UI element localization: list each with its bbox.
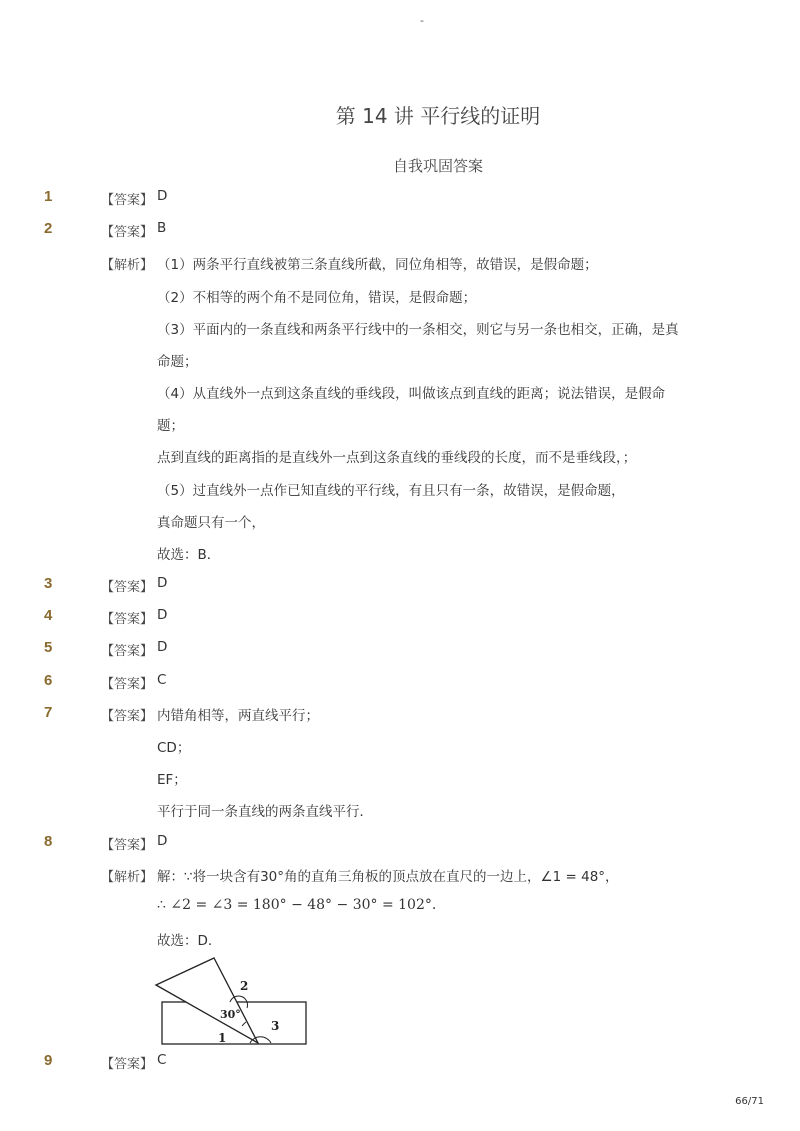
answer-value: 内错角相等，两直线平行； xyxy=(157,708,319,724)
answer-label: 【答案】 xyxy=(101,225,154,240)
answer-value: D xyxy=(157,833,168,849)
answer-label: 【答案】 xyxy=(101,838,154,853)
answer-line: CD； xyxy=(157,740,191,756)
analysis-line: （3）平面内的一条直线和两条平行线中的一条相交，则它与另一条也相交，正确，是真 xyxy=(157,322,679,338)
figure-label-2: 2 xyxy=(240,979,249,993)
answer-value: D xyxy=(157,575,168,591)
analysis-line: （4）从直线外一点到这条直线的垂线段，叫做该点到直线的距离；说法错误，是假命 xyxy=(157,386,666,402)
answer-label: 【答案】 xyxy=(101,644,154,659)
top-mark: - xyxy=(420,14,424,27)
analysis-line: 题； xyxy=(157,418,184,434)
question-number: 6 xyxy=(44,672,53,689)
answer-line: EF； xyxy=(157,772,187,788)
analysis-label: 【解析】 xyxy=(101,870,154,885)
answer-value: C xyxy=(157,672,167,688)
question-number: 9 xyxy=(44,1052,53,1069)
answer-value: D xyxy=(157,639,168,655)
analysis-line: 故选：B． xyxy=(157,547,221,563)
question-number: 7 xyxy=(44,704,53,721)
answer-label: 【答案】 xyxy=(101,612,154,627)
figure-label-30: 30° xyxy=(220,1008,241,1021)
answer-label: 【答案】 xyxy=(101,193,154,208)
question-number: 3 xyxy=(44,575,53,592)
question-number: 4 xyxy=(44,607,53,624)
question-number: 1 xyxy=(44,188,53,205)
analysis-line: 真命题只有一个， xyxy=(157,515,265,531)
analysis-line: 故选：D． xyxy=(157,933,222,949)
answer-label: 【答案】 xyxy=(101,709,154,724)
analysis-formula: ∴ ∠2 = ∠3 = 180° − 48° − 30° = 102°. xyxy=(157,897,437,913)
analysis-line: 点到直线的距离指的是直线外一点到这条直线的垂线段的长度，而不是垂线段，； xyxy=(157,450,637,466)
analysis-line: （2）不相等的两个角不是同位角，错误，是假命题； xyxy=(157,290,477,306)
analysis-label: 【解析】 xyxy=(101,258,154,273)
figure-label-1: 1 xyxy=(218,1031,227,1045)
question-number: 8 xyxy=(44,833,53,850)
question-number: 2 xyxy=(44,220,53,237)
analysis-line: （1）两条平行直线被第三条直线所截，同位角相等，故错误，是假命题； xyxy=(157,257,598,273)
answer-label: 【答案】 xyxy=(101,677,154,692)
answer-label: 【答案】 xyxy=(101,1057,154,1072)
analysis-line: （5）过直线外一点作已知直线的平行线，有且只有一条，故错误，是假命题， xyxy=(157,483,625,499)
answer-value: C xyxy=(157,1052,167,1068)
analysis-line: 命题； xyxy=(157,354,198,370)
analysis-line: 解：∵将一块含有30°角的直角三角板的顶点放在直尺的一边上，∠1 = 48°， xyxy=(157,869,619,885)
page-number: 66/71 xyxy=(735,1096,764,1107)
answer-value: D xyxy=(157,607,168,623)
answer-label: 【答案】 xyxy=(101,580,154,595)
answer-line: 平行于同一条直线的两条直线平行． xyxy=(157,804,373,820)
answer-value: D xyxy=(157,188,168,204)
triangle-shape xyxy=(156,958,258,1043)
figure-label-3: 3 xyxy=(271,1019,280,1033)
answer-value: B xyxy=(157,220,167,236)
geometry-figure xyxy=(150,950,315,1050)
question-number: 5 xyxy=(44,639,53,656)
page-title: 第 14 讲 平行线的证明 xyxy=(335,104,541,128)
page-subtitle: 自我巩固答案 xyxy=(392,157,483,175)
